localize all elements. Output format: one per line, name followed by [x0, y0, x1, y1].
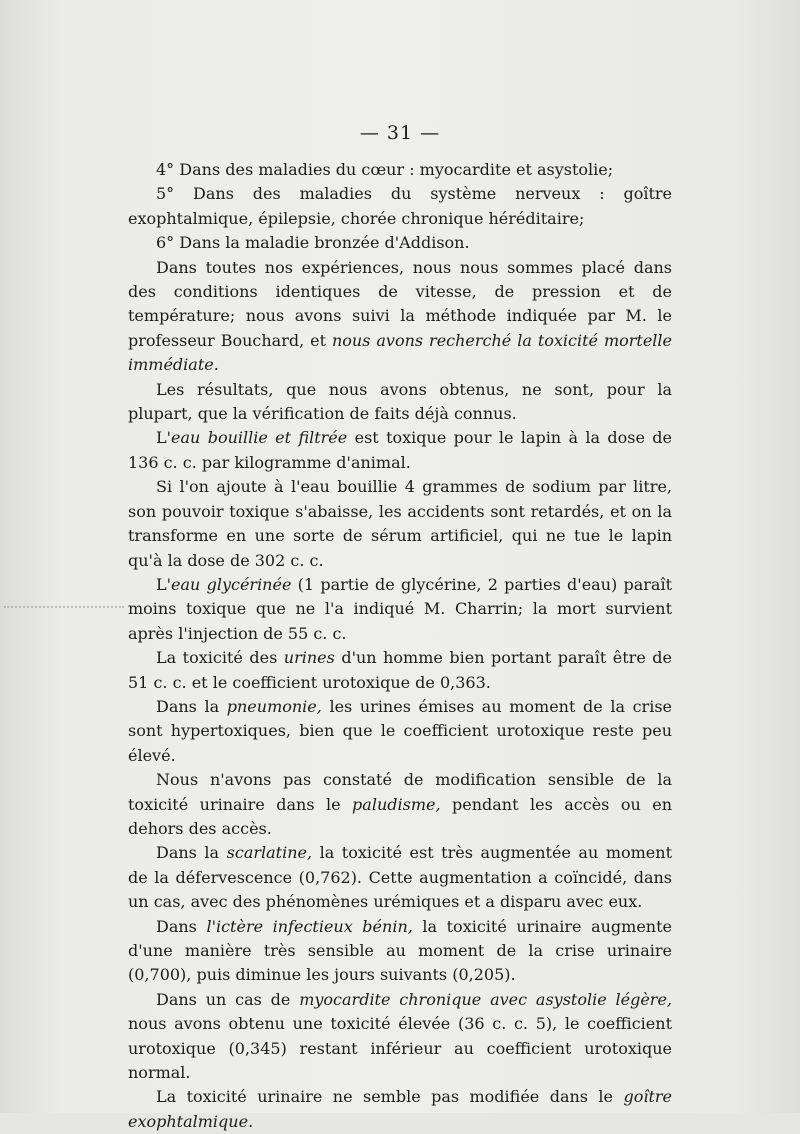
paragraph — [128, 988, 672, 1086]
text-run: Si l'on ajoute à l'eau bouillie 4 grammes de sodium par litre, son pouvoir toxique s'abaisse, les accidents sont retardés, et on la transforme en une sorte de sérum artificiel, qui ne tue le lapin qu'à la dose de 302 c. c. — [128, 477, 672, 570]
text-run: Dans — [156, 916, 207, 936]
paragraph — [128, 841, 672, 914]
paragraph — [128, 646, 672, 695]
paragraph — [128, 426, 672, 475]
paragraph — [128, 768, 672, 841]
text-run: Dans la — [156, 843, 227, 863]
italic-run: myocardite chronique avec asystolie légère, — [299, 989, 672, 1009]
italic-run: scarlatine, — [226, 843, 313, 863]
paragraph — [128, 695, 672, 768]
text-run: Dans un cas de — [156, 989, 300, 1009]
italic-run: eau glycérinée — [171, 574, 292, 594]
text-run: La toxicité urinaire ne semble pas modifiée dans le — [156, 1087, 624, 1107]
italic-run: eau bouillie et filtrée — [171, 428, 348, 448]
text-run: les urines émises au moment de la crise sont hypertoxiques, bien que le coefficient urotoxique reste peu élevé. — [128, 696, 672, 765]
text-run: L' — [156, 428, 172, 448]
italic-run: goître exophtalmique. — [128, 1087, 672, 1131]
italic-run: paludisme, — [352, 794, 441, 814]
italic-run: pneumonie, — [226, 696, 322, 716]
text-run: pendant les accès ou en dehors des accès. — [128, 794, 673, 838]
paragraph — [128, 231, 672, 255]
margin-smudge — [4, 606, 124, 610]
text-run: Les résultats, que nous avons obtenus, ne sont, pour la plupart, que la vérification de faits déjà connus. — [128, 379, 672, 424]
text-run: la toxicité est très augmentée au moment de la défervescence (0,762). Cette augmentation a coïncidé, dans un cas, avec des phénomènes urémiques et a disparu avec eux. — [128, 843, 672, 912]
italic-run: nous avons recherché la toxicité mortelle immédiate. — [128, 330, 672, 375]
text-run: est toxique pour le lapin à la dose de 136 c. c. par kilogramme d'animal. — [128, 428, 673, 472]
text-run: 6° Dans la maladie bronzée d'Addison. — [156, 233, 470, 253]
paragraph — [128, 475, 672, 573]
text-run: Dans la — [156, 696, 227, 716]
paragraph — [128, 182, 672, 231]
text-run: la toxicité urinaire augmente d'une manière très sensible au moment de la crise urinaire (0,700), puis diminue les jours suivants (0,205). — [128, 916, 673, 985]
paragraph — [128, 158, 672, 182]
paragraph — [128, 256, 672, 378]
text-run: La toxicité des — [156, 648, 284, 668]
body-text — [128, 158, 672, 1134]
text-run: d'un homme bien portant paraît être de 51 c. c. et le coefficient urotoxique de 0,363. — [128, 648, 673, 692]
text-run: Dans toutes nos expériences, nous nous sommes placé dans des conditions identiques de vitesse, de pression et de température; nous avons suivi la méthode indiquée par M. le professeur Bouchard, et — [128, 257, 672, 350]
paragraph — [128, 378, 672, 427]
italic-run: urines — [283, 648, 335, 668]
text-run: L' — [156, 574, 172, 594]
text-run: (1 partie de glycérine, 2 parties d'eau) paraît moins toxique que ne l'a indiqué M. Charrin; la mort survient après l'injection de 55 c. c. — [128, 574, 673, 643]
text-run: 4° Dans des maladies du cœur : myocardite et asystolie; — [156, 160, 614, 179]
paragraph — [128, 1085, 672, 1134]
text-run: 5° Dans des maladies du système nerveux : goître exophtalmique, épilepsie, chorée chronique héréditaire; — [128, 184, 672, 228]
text-run: nous avons obtenu une toxicité élevée (36 c. c. 5), le coefficient urotoxique (0,345) restant inférieur au coefficient urotoxique normal. — [128, 1014, 672, 1083]
paragraph — [128, 573, 672, 646]
page-number: — 31 — — [359, 122, 441, 144]
paragraph — [128, 915, 672, 988]
italic-run: l'ictère infectieux bénin, — [206, 916, 413, 936]
text-run: Nous n'avons pas constaté de modification sensible de la toxicité urinaire dans le — [128, 770, 672, 814]
